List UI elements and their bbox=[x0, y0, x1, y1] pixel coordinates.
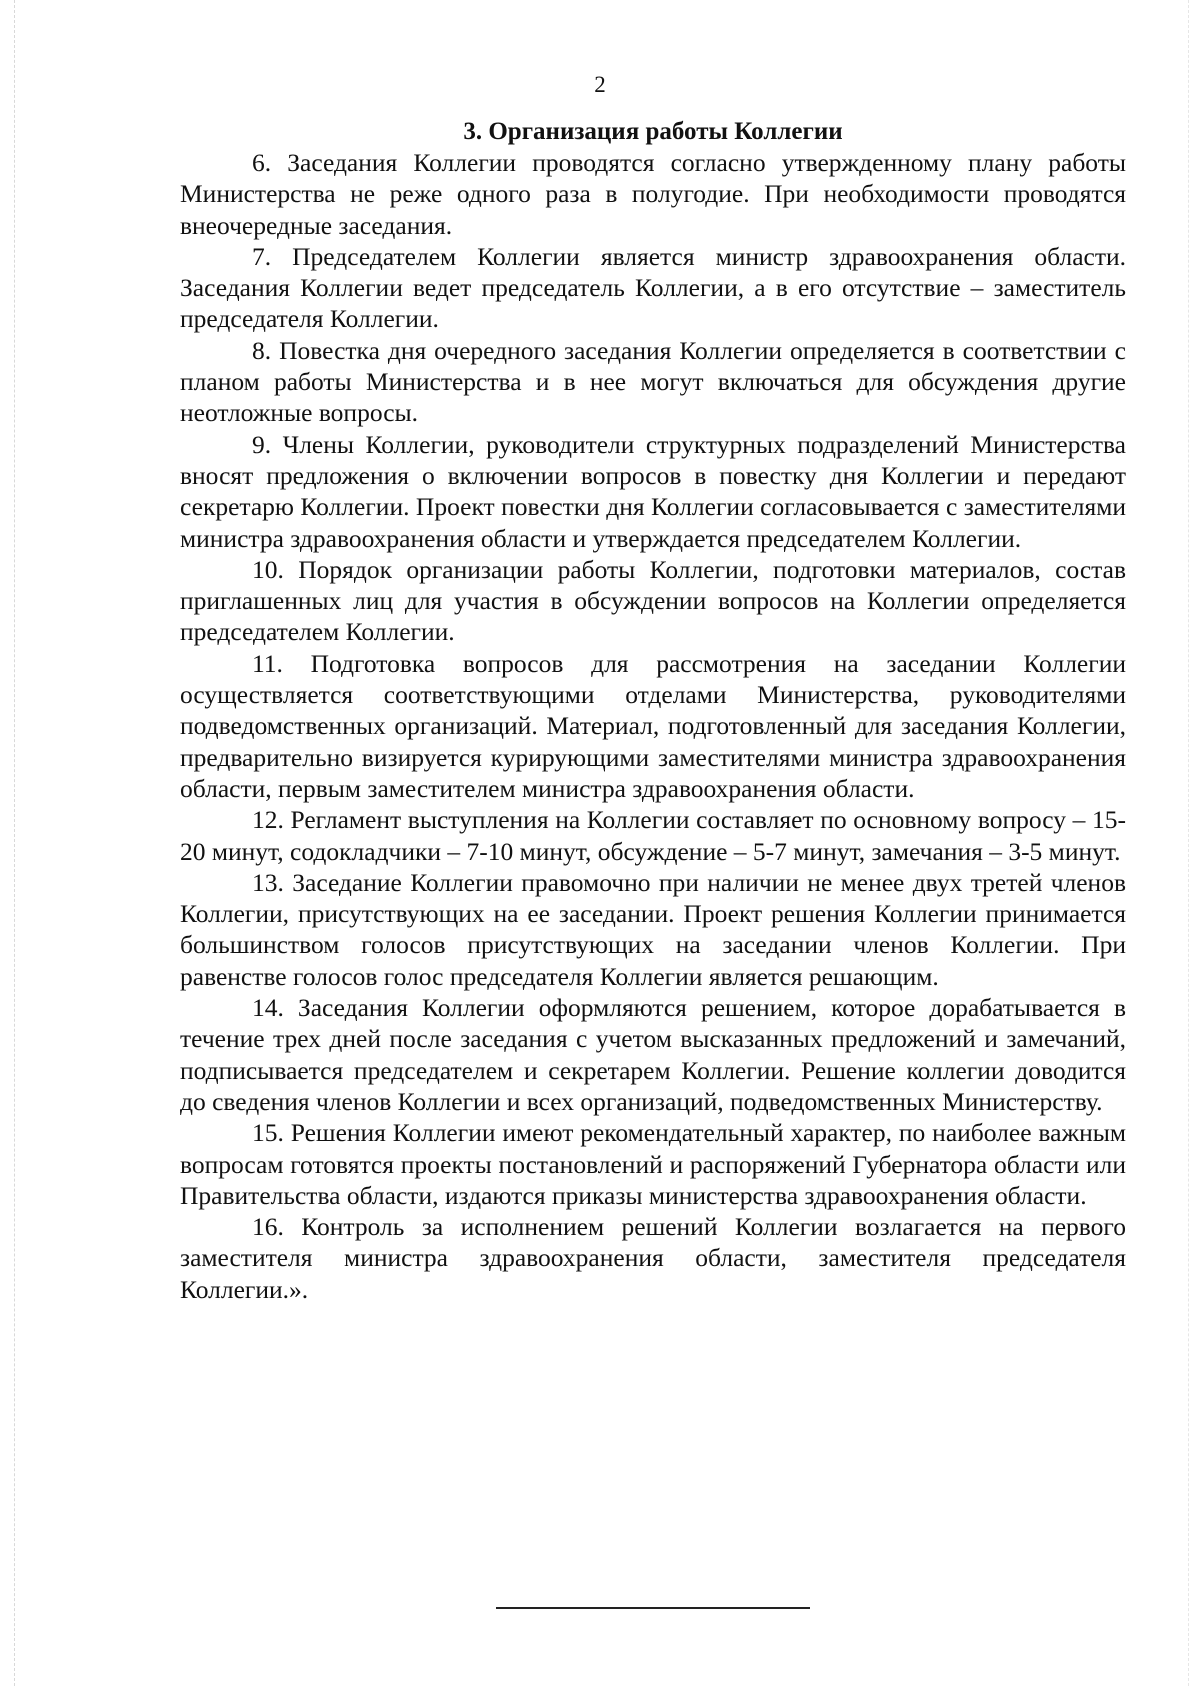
document-body bbox=[180, 116, 1126, 1305]
paragraph-12: 12. Регламент выступления на Коллегии составляет по основному вопросу – 15-20 минут, содокладчики – 7-10 минут, обсуждение – 5-7 минут, замечания – 3-5 минут. bbox=[180, 805, 1126, 866]
paragraph-8: 8. Повестка дня очередного заседания Коллегии определяется в соответствии с планом работы Министерства и в нее могут включаться для обсуждения другие неотложные вопросы. bbox=[180, 335, 1126, 428]
paragraph-9: 9. Члены Коллегии, руководители структурных подразделений Министерства вносят предложения о включении вопросов в повестку дня Коллегии и передают секретарю Коллегии. Проект повестки дня Коллегии согласовывается с заместителями министра здравоохранения области и утверждается председателем Коллегии. bbox=[180, 429, 1126, 553]
page-number: 2 bbox=[594, 72, 606, 97]
end-of-text-rule bbox=[496, 1607, 810, 1609]
paragraph-16: 16. Контроль за исполнением решений Коллегии возлагается на первого заместителя министра здравоохранения области, заместителя председателя Коллегии.». bbox=[180, 1212, 1126, 1304]
paragraph-14: 14. Заседания Коллегии оформляются решением, которое дорабатывается в течение трех дней после заседания с учетом высказанных предложений и замечаний, подписывается председателем и секретарем Коллегии. Решение коллегии доводится до сведения членов Коллегии и всех организаций, подведомственных Министерству. bbox=[180, 993, 1126, 1116]
paragraph-6: 6. Заседания Коллегии проводятся согласно утвержденному плану работы Министерства не реже одного раза в полугодие. При необходимости проводятся внеочередные заседания. bbox=[180, 148, 1126, 240]
paragraph-13: 13. Заседание Коллегии правомочно при наличии не менее двух третей членов Коллегии, присутствующих на ее заседании. Проект решения Коллегии принимается большинством голосов присутствующих на заседании членов Коллегии. При равенстве голосов голос председателя Коллегии является решающим. bbox=[180, 867, 1126, 991]
section-heading: 3. Организация работы Коллегии bbox=[463, 118, 843, 145]
paragraph-15: 15. Решения Коллегии имеют рекомендательный характер, по наиболее важным вопросам готовятся проекты постановлений и распоряжений Губернатора области или Правительства области, издаются приказы министерства здравоохранения области. bbox=[180, 1118, 1126, 1210]
paragraph-7: 7. Председателем Коллегии является министр здравоохранения области. Заседания Коллегии ведет председатель Коллегии, а в его отсутствие – заместитель председателя Коллегии. bbox=[180, 241, 1126, 334]
paragraph-11: 11. Подготовка вопросов для рассмотрения на заседании Коллегии осуществляется соответствующими отделами Министерства, руководителями подведомственных организаций. Материал, подготовленный для заседания Коллегии, предварительно визируется курирующими заместителями министра здравоохранения области, первым заместителем министра здравоохранения области. bbox=[180, 648, 1126, 803]
scan-edge-left bbox=[14, 0, 15, 1686]
scan-edge-right bbox=[1188, 0, 1189, 1686]
paragraph-10: 10. Порядок организации работы Коллегии, подготовки материалов, состав приглашенных лиц для участия в обсуждении вопросов на Коллегии определяется председателем Коллегии. bbox=[180, 554, 1126, 647]
